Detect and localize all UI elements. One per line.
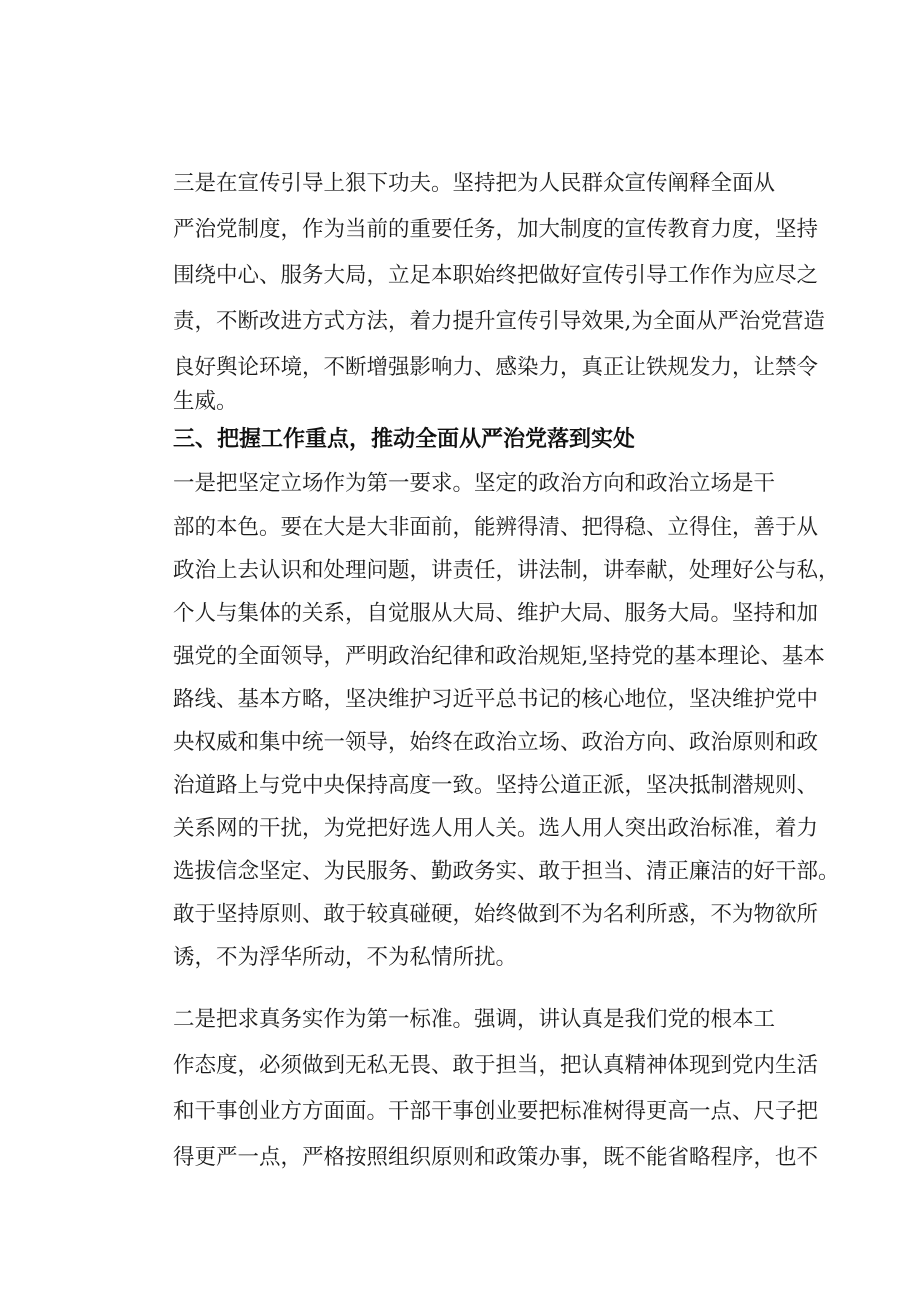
paragraph-line: 得更严一点，严格按照组织原则和政策办事，既不能省略程序，也不 — [173, 1145, 819, 1170]
paragraph-line: 路线、基本方略，坚决维护习近平总书记的核心地位，坚决维护党中 — [173, 687, 819, 712]
paragraph-line: 一是把坚定立场作为第一要求。坚定的政治方向和政治立场是干 — [173, 471, 776, 496]
paragraph-line: 作态度，必须做到无私无畏、敢于担当，把认真精神体现到党内生活 — [173, 1053, 819, 1078]
paragraph-line: 关系网的干扰，为党把好选人用人关。选人用人突出政治标准，着力 — [173, 816, 819, 841]
paragraph-line: 央权威和集中统一领导，始终在政治立场、政治方向、政治原则和政 — [173, 730, 819, 755]
paragraph-line: 良好舆论环境，不断增强影响力、感染力，真正让铁规发力，让禁令 — [173, 355, 819, 380]
paragraph-line: 诱，不为浮华所动，不为私情所扰。 — [173, 945, 518, 970]
paragraph-line: 和干事创业方方面面。干部干事创业要把标准树得更高一点、尺子把 — [173, 1099, 819, 1124]
paragraph-line: 二是把求真务实作为第一标准。强调，讲认真是我们党的根本工 — [173, 1007, 776, 1032]
paragraph-line: 政治上去认识和处理问题，讲责任，讲法制，讲奉献，处理好公与私， — [173, 558, 840, 583]
paragraph-line: 强党的全面领导，严明政治纪律和政治规矩,坚持党的基本理论、基本 — [173, 644, 825, 669]
paragraph-line: 个人与集体的关系，自觉服从大局、维护大局、服务大局。坚持和加 — [173, 601, 819, 626]
section-heading: 三、把握工作重点，推动全面从严治党落到实处 — [173, 427, 636, 452]
paragraph-line: 责，不断改进方式方法，着力提升宣传引导效果,为全面从严治党营造 — [173, 309, 825, 334]
paragraph-line: 部的本色。要在大是大非面前，能辨得清、把得稳、立得住，善于从 — [173, 515, 819, 540]
paragraph-line: 治道路上与党中央保持高度一致。坚持公道正派，坚决抵制潜规则、 — [173, 773, 819, 798]
paragraph-line: 选拔信念坚定、为民服务、勤政务实、敢于担当、清正廉洁的好干部。 — [173, 859, 840, 884]
paragraph-line: 敢于坚持原则、敢于较真碰硬，始终做到不为名利所惑，不为物欲所 — [173, 902, 819, 927]
paragraph-line: 严治党制度，作为当前的重要任务，加大制度的宣传教育力度，坚持 — [173, 217, 819, 242]
paragraph-line: 三是在宣传引导上狠下功夫。坚持把为人民群众宣传阐释全面从 — [173, 171, 776, 196]
paragraph-line: 围绕中心、服务大局，立足本职始终把做好宣传引导工作作为应尽之 — [173, 263, 819, 288]
paragraph-line: 生威。 — [173, 389, 238, 414]
